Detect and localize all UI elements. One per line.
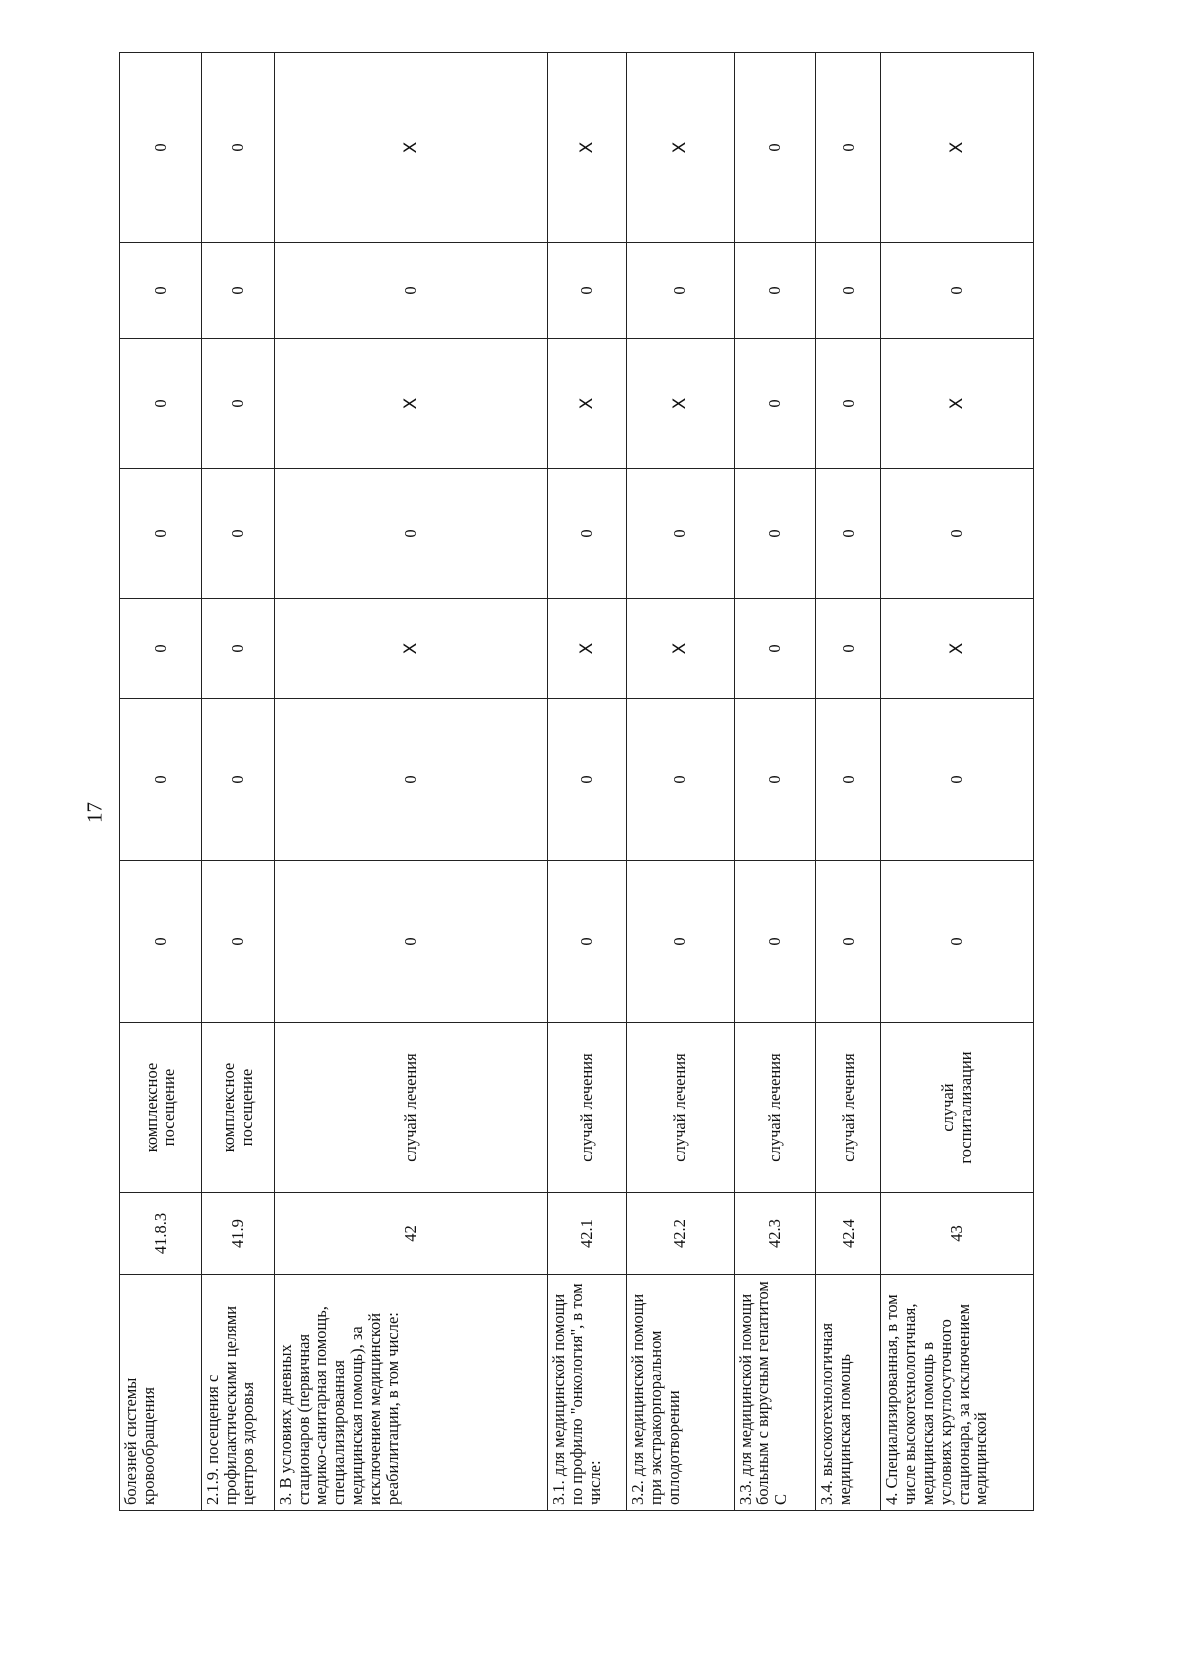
value-cell: 0 xyxy=(201,469,274,599)
value-cell: 0 xyxy=(734,599,816,699)
value-cell: 0 xyxy=(120,699,202,861)
value-cell: 0 xyxy=(734,469,816,599)
row-code: 42.2 xyxy=(626,1193,734,1275)
value-cell: 0 xyxy=(734,243,816,339)
value-cell: 0 xyxy=(274,243,548,339)
row-unit: комплексное посещение xyxy=(120,1023,202,1193)
row-label: 3.3. для медицинской помощи больным с вирусным гепатитом С xyxy=(734,1275,816,1511)
value-cell: 0 xyxy=(626,861,734,1023)
plan-table xyxy=(119,52,1034,1511)
value-cell: 0 xyxy=(816,243,881,339)
row-code: 42.1 xyxy=(548,1193,627,1275)
value-cell: 0 xyxy=(734,53,816,243)
value-cell: 0 xyxy=(201,699,274,861)
table-row xyxy=(274,53,548,1511)
value-cell: 0 xyxy=(626,243,734,339)
value-cell: 0 xyxy=(816,339,881,469)
value-cell: 0 xyxy=(201,243,274,339)
table-row xyxy=(120,53,202,1511)
row-code: 41.9 xyxy=(201,1193,274,1275)
value-cell: 0 xyxy=(881,861,1034,1023)
row-unit: случай лечения xyxy=(626,1023,734,1193)
value-cell: 0 xyxy=(548,699,627,861)
row-code: 43 xyxy=(881,1193,1034,1275)
row-label: 3. В условиях дневных стационаров (первичная медико-санитарная помощь, специализированная медицинская помощь), за исключением медицинской реабилитации, в том числе: xyxy=(274,1275,548,1511)
table-body xyxy=(120,53,1034,1511)
row-label: 4. Специализированная, в том числе высокотехнологичная, медицинская помощь в условиях круглосуточного стационара, за исключением медицинской xyxy=(881,1275,1034,1511)
row-code: 41.8.3 xyxy=(120,1193,202,1275)
value-cell: X xyxy=(626,339,734,469)
value-cell: 0 xyxy=(120,243,202,339)
table-row xyxy=(881,53,1034,1511)
row-code: 42.4 xyxy=(816,1193,881,1275)
rotated-table-container xyxy=(119,53,1034,1511)
value-cell: 0 xyxy=(734,339,816,469)
value-cell: 0 xyxy=(734,699,816,861)
row-unit: случай лечения xyxy=(548,1023,627,1193)
value-cell: X xyxy=(548,339,627,469)
value-cell: 0 xyxy=(881,243,1034,339)
value-cell: 0 xyxy=(626,469,734,599)
value-cell: 0 xyxy=(274,469,548,599)
row-label: болезней системы кровообращения xyxy=(120,1275,202,1511)
value-cell: X xyxy=(548,599,627,699)
value-cell: 0 xyxy=(816,469,881,599)
value-cell: 0 xyxy=(816,599,881,699)
row-label: 3.4. высокотехнологичная медицинская помощь xyxy=(816,1275,881,1511)
value-cell: X xyxy=(274,339,548,469)
row-unit: случай лечения xyxy=(816,1023,881,1193)
row-label: 3.2. для медицинской помощи при экстракорпоральном оплодотворении xyxy=(626,1275,734,1511)
value-cell: 0 xyxy=(881,469,1034,599)
value-cell: 0 xyxy=(816,53,881,243)
value-cell: 0 xyxy=(120,339,202,469)
row-code: 42 xyxy=(274,1193,548,1275)
value-cell: 0 xyxy=(120,599,202,699)
value-cell: X xyxy=(881,339,1034,469)
table-row xyxy=(734,53,816,1511)
value-cell: X xyxy=(274,53,548,243)
value-cell: 0 xyxy=(201,599,274,699)
value-cell: 0 xyxy=(734,861,816,1023)
value-cell: 0 xyxy=(881,699,1034,861)
value-cell: 0 xyxy=(816,861,881,1023)
value-cell: X xyxy=(881,599,1034,699)
value-cell: 0 xyxy=(548,243,627,339)
row-unit: случай лечения xyxy=(734,1023,816,1193)
table-row xyxy=(201,53,274,1511)
table-row xyxy=(816,53,881,1511)
value-cell: 0 xyxy=(120,469,202,599)
row-label: 3.1. для медицинской помощи по профилю "онкология", в том числе: xyxy=(548,1275,627,1511)
value-cell: 0 xyxy=(274,861,548,1023)
row-code: 42.3 xyxy=(734,1193,816,1275)
value-cell: 0 xyxy=(201,861,274,1023)
value-cell: X xyxy=(626,599,734,699)
table-row xyxy=(548,53,627,1511)
row-unit: случай лечения xyxy=(274,1023,548,1193)
value-cell: X xyxy=(626,53,734,243)
value-cell: X xyxy=(881,53,1034,243)
row-label: 2.1.9. посещения с профилактическими целями центров здоровья xyxy=(201,1275,274,1511)
page-number: 17 xyxy=(82,802,107,823)
value-cell: 0 xyxy=(548,861,627,1023)
value-cell: 0 xyxy=(120,53,202,243)
value-cell: X xyxy=(548,53,627,243)
value-cell: 0 xyxy=(626,699,734,861)
value-cell: X xyxy=(274,599,548,699)
value-cell: 0 xyxy=(274,699,548,861)
row-unit: комплексное посещение xyxy=(201,1023,274,1193)
value-cell: 0 xyxy=(548,469,627,599)
row-unit: случай госпитализации xyxy=(881,1023,1034,1193)
value-cell: 0 xyxy=(120,861,202,1023)
value-cell: 0 xyxy=(816,699,881,861)
value-cell: 0 xyxy=(201,339,274,469)
value-cell: 0 xyxy=(201,53,274,243)
table-row xyxy=(626,53,734,1511)
